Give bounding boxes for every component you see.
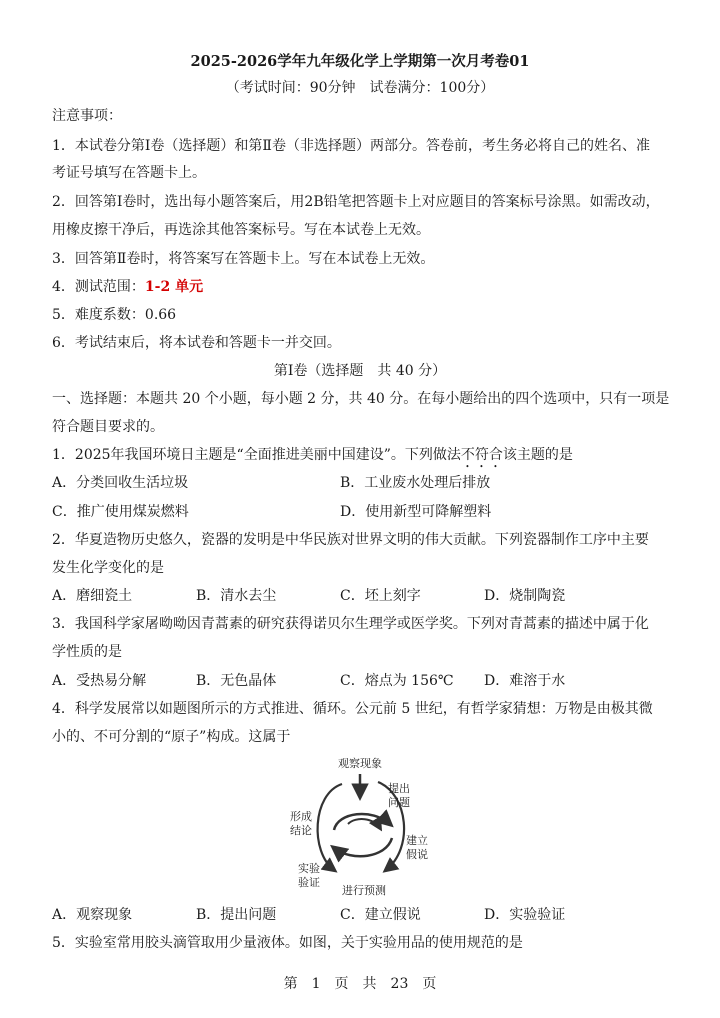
q3-option-b: B．无色晶体 [196,673,277,689]
label-verify-2: 验证 [298,876,320,889]
section-1-title: 第Ⅰ卷（选择题 共 40 分） [273,363,447,379]
q1-option-b: B．工业废水处理后排放 [340,475,491,491]
test-range: 1-2 单元 [144,279,204,295]
q4-option-c: C．建立假说 [340,907,421,923]
note-4-prefix: 4．测试范围： [52,279,145,295]
label-conclusion-2: 结论 [290,824,312,837]
inner-cycle-arrow-3 [348,819,380,828]
outer-cycle-arrow [318,784,342,870]
note-3: 3．回答第Ⅱ卷时，将答案写在答题卡上。写在本试卷上无效。 [52,251,435,267]
note-5: 5．难度系数：0.66 [52,307,177,323]
q1-options-row-1 [52,473,668,493]
label-conclusion-1: 形成 [290,810,312,823]
q2-stem-line-2: 发生化学变化的是 [52,560,164,576]
q3-stem-line-2: 学性质的是 [52,644,122,660]
note-2-line-2: 用橡皮擦干净后，再选涂其他答案标号。写在本试卷上无效。 [52,222,430,238]
exam-title: 2025-2026学年九年级化学上学期第一次月考卷01 [190,53,530,70]
label-hypothesis-1: 建立 [406,834,428,847]
q2-options [52,586,668,606]
label-ask-1: 提出 [388,782,410,795]
q1-option-d: D．使用新型可降解塑料 [340,504,492,520]
page-footer: 第 1 页 共 23 页 [283,976,437,992]
q1-emphasis: 不符合 [460,447,503,463]
part-1-instructions-line-2: 符合题目要求的。 [52,419,164,435]
science-cycle-diagram [282,752,442,902]
q3-options [52,671,668,691]
notes-heading: 注意事项： [52,108,122,124]
q4-stem-line-1: 4．科学发展常以如题图所示的方式推进、循环。公元前 5 世纪，有哲学家猜想：万物是由极其微 [52,701,653,717]
exam-subtitle: （考试时间：90分钟 试卷满分：100分） [225,80,495,96]
label-ask-2: 问题 [388,796,410,809]
q3-option-c: C．熔点为 156℃ [340,673,454,689]
inner-cycle-arrow-1 [334,814,390,830]
q2-stem-line-1: 2．华夏造物历史悠久，瓷器的发明是中华民族对世界文明的伟大贡献。下列瓷器制作工序中主要 [52,532,649,548]
q3-option-a: A．受热易分解 [52,673,147,689]
q2-option-c: C．坯上刻字 [340,588,421,604]
q4-option-a: A．观察现象 [52,907,133,923]
q3-stem-line-1: 3．我国科学家屠呦呦因青蒿素的研究获得诺贝尔生理学或医学奖。下列对青蒿素的描述中属于化 [52,616,649,632]
q1-options-row-2 [52,502,668,522]
q2-option-b: B．清水去尘 [196,588,277,604]
note-2-line-1: 2．回答第Ⅰ卷时，选出每小题答案后，用2B铅笔把答题卡上对应题目的答案标号涂黑。如需改动， [52,194,660,210]
q4-stem-line-2: 小的、不可分割的“原子”构成。这属于 [52,729,291,745]
note-6: 6．考试结束后，将本试卷和答题卡一并交回。 [52,335,341,351]
q2-option-d: D．烧制陶瓷 [484,588,566,604]
label-observe: 观察现象 [338,757,382,770]
note-1-line-1: 1．本试卷分第Ⅰ卷（选择题）和第Ⅱ卷（非选择题）两部分。答卷前，考生务必将自己的姓名、准 [52,138,650,154]
q1-stem [52,445,668,471]
q1-stem-before: 1．2025年我国环境日主题是“全面推进美丽中国建设”。下列做法 [52,447,461,463]
part-1-instructions-line-1: 一、选择题：本题共 20 个小题，每小题 2 分，共 40 分。在每小题给出的四个选项中，只有一项是 [52,391,670,407]
label-hypothesis-2: 假说 [406,848,428,861]
label-verify-1: 实验 [298,862,320,875]
note-1-line-2: 考证号填写在答题卡上。 [52,165,206,181]
note-4 [52,277,668,297]
q1-stem-after: 该主题的是 [502,447,573,463]
q4-option-d: D．实验验证 [484,907,566,923]
q3-option-d: D．难溶于水 [484,673,566,689]
q5-stem: 5．实验室常用胶头滴管取用少量液体。如图，关于实验用品的使用规范的是 [52,935,523,951]
q1-option-a: A．分类回收生活垃圾 [52,475,189,491]
label-predict: 进行预测 [342,884,386,897]
q1-option-c: C．推广使用煤炭燃料 [52,504,189,520]
q4-option-b: B．提出问题 [196,907,277,923]
q2-option-a: A．磨细瓷土 [52,588,133,604]
inner-cycle-arrow-2 [334,838,392,856]
q4-options [52,905,668,925]
